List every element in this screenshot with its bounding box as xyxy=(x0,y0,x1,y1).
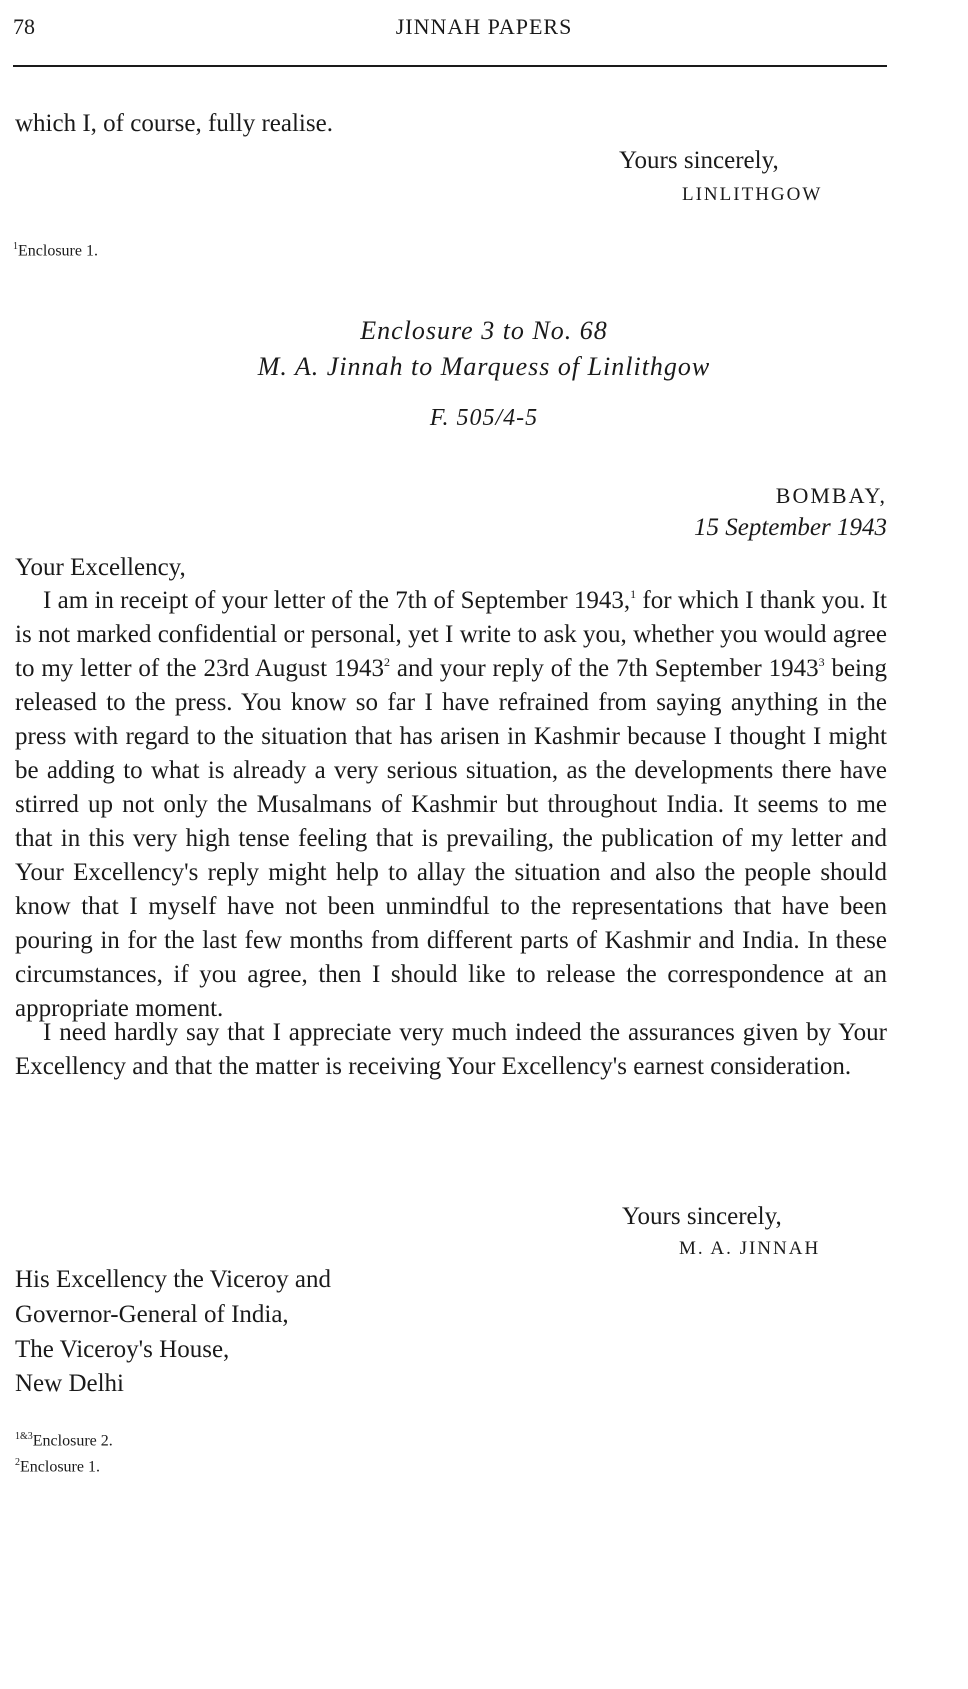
address-line-1: His Excellency the Viceroy and xyxy=(15,1266,331,1293)
address-line-4: New Delhi xyxy=(15,1370,124,1397)
header-rule xyxy=(13,65,887,67)
address-line-2: Governor-General of India, xyxy=(15,1301,289,1328)
enclosure-title: Enclosure 3 to No. 68 xyxy=(360,316,608,345)
paragraph-1-part-4: being released to the press. You know so far I have refrained from saying anything in the press with regard to the situation that has arisen in Kashmir because I thought I might be adding to what is already a very serious situation, as the developments there have stirred up not only the Musalmans of Kashmir but throughout India. It seems to me that in this very high tense feeling that is prevailing, the publication of my letter and Your Excellency's reply might help to allay the situation and also the people should know that I myself have not been unmindful to the representations that have been pouring in for the last few months from different parts of Kashmir and India. In these circumstances, if you agree, then I should like to release the correspondence at an appropriate moment. xyxy=(15,655,888,1022)
footnote-mark: 1 xyxy=(13,241,18,252)
enclosure-file-ref: F. 505/4-5 xyxy=(429,405,539,431)
previous-letter-valediction: Yours sincerely, xyxy=(619,147,779,174)
footnote-mark: 1&3 xyxy=(15,1431,33,1442)
footnote-text: Enclosure 2. xyxy=(32,1432,113,1450)
footnote-1-and-3 xyxy=(15,1431,113,1450)
footnote-mark: 2 xyxy=(15,1457,20,1468)
footnote-ref-1: 1 xyxy=(630,587,637,601)
paragraph-1-part-1: I am in receipt of your letter of the 7th of September 1943, xyxy=(43,587,631,614)
letter-paragraph-1 xyxy=(15,584,887,1026)
paragraph-1-part-2: for which I thank you. It is not marked confidential or personal, yet I write to ask you, whether you would agree to my letter of the 23rd August 1943 xyxy=(15,587,888,682)
running-title: JINNAH PAPERS xyxy=(395,14,573,39)
previous-letter-signature: LINLITHGOW xyxy=(682,184,823,205)
letter-valediction: Yours sincerely, xyxy=(622,1203,782,1230)
letter-place: BOMBAY, xyxy=(775,483,887,508)
previous-letter-closing-line: which I, of course, fully realise. xyxy=(15,110,333,137)
letter-salutation: Your Excellency, xyxy=(15,554,186,581)
footnote-2 xyxy=(15,1457,100,1476)
enclosure-subtitle: M. A. Jinnah to Marquess of Linlithgow xyxy=(257,352,711,381)
letter-signature: M. A. JINNAH xyxy=(679,1238,821,1259)
paragraph-1-part-3: and your reply of the 7th September 1943 xyxy=(389,655,819,682)
page-number: 78 xyxy=(13,14,35,39)
footnote-text: Enclosure 1. xyxy=(20,1458,100,1476)
footnote-text: Enclosure 1. xyxy=(18,242,98,260)
footnote-ref-3: 3 xyxy=(818,655,825,669)
footnote-ref-2: 2 xyxy=(383,655,390,669)
letter-date: 15 September 1943 xyxy=(693,514,887,541)
previous-letter-footnote xyxy=(13,241,98,260)
address-line-3: The Viceroy's House, xyxy=(15,1336,230,1363)
letter-paragraph-2: I need hardly say that I appreciate very much indeed the assurances given by Your Excellency and that the matter is receiving Your Excellency's earnest consideration. xyxy=(15,1019,887,1080)
